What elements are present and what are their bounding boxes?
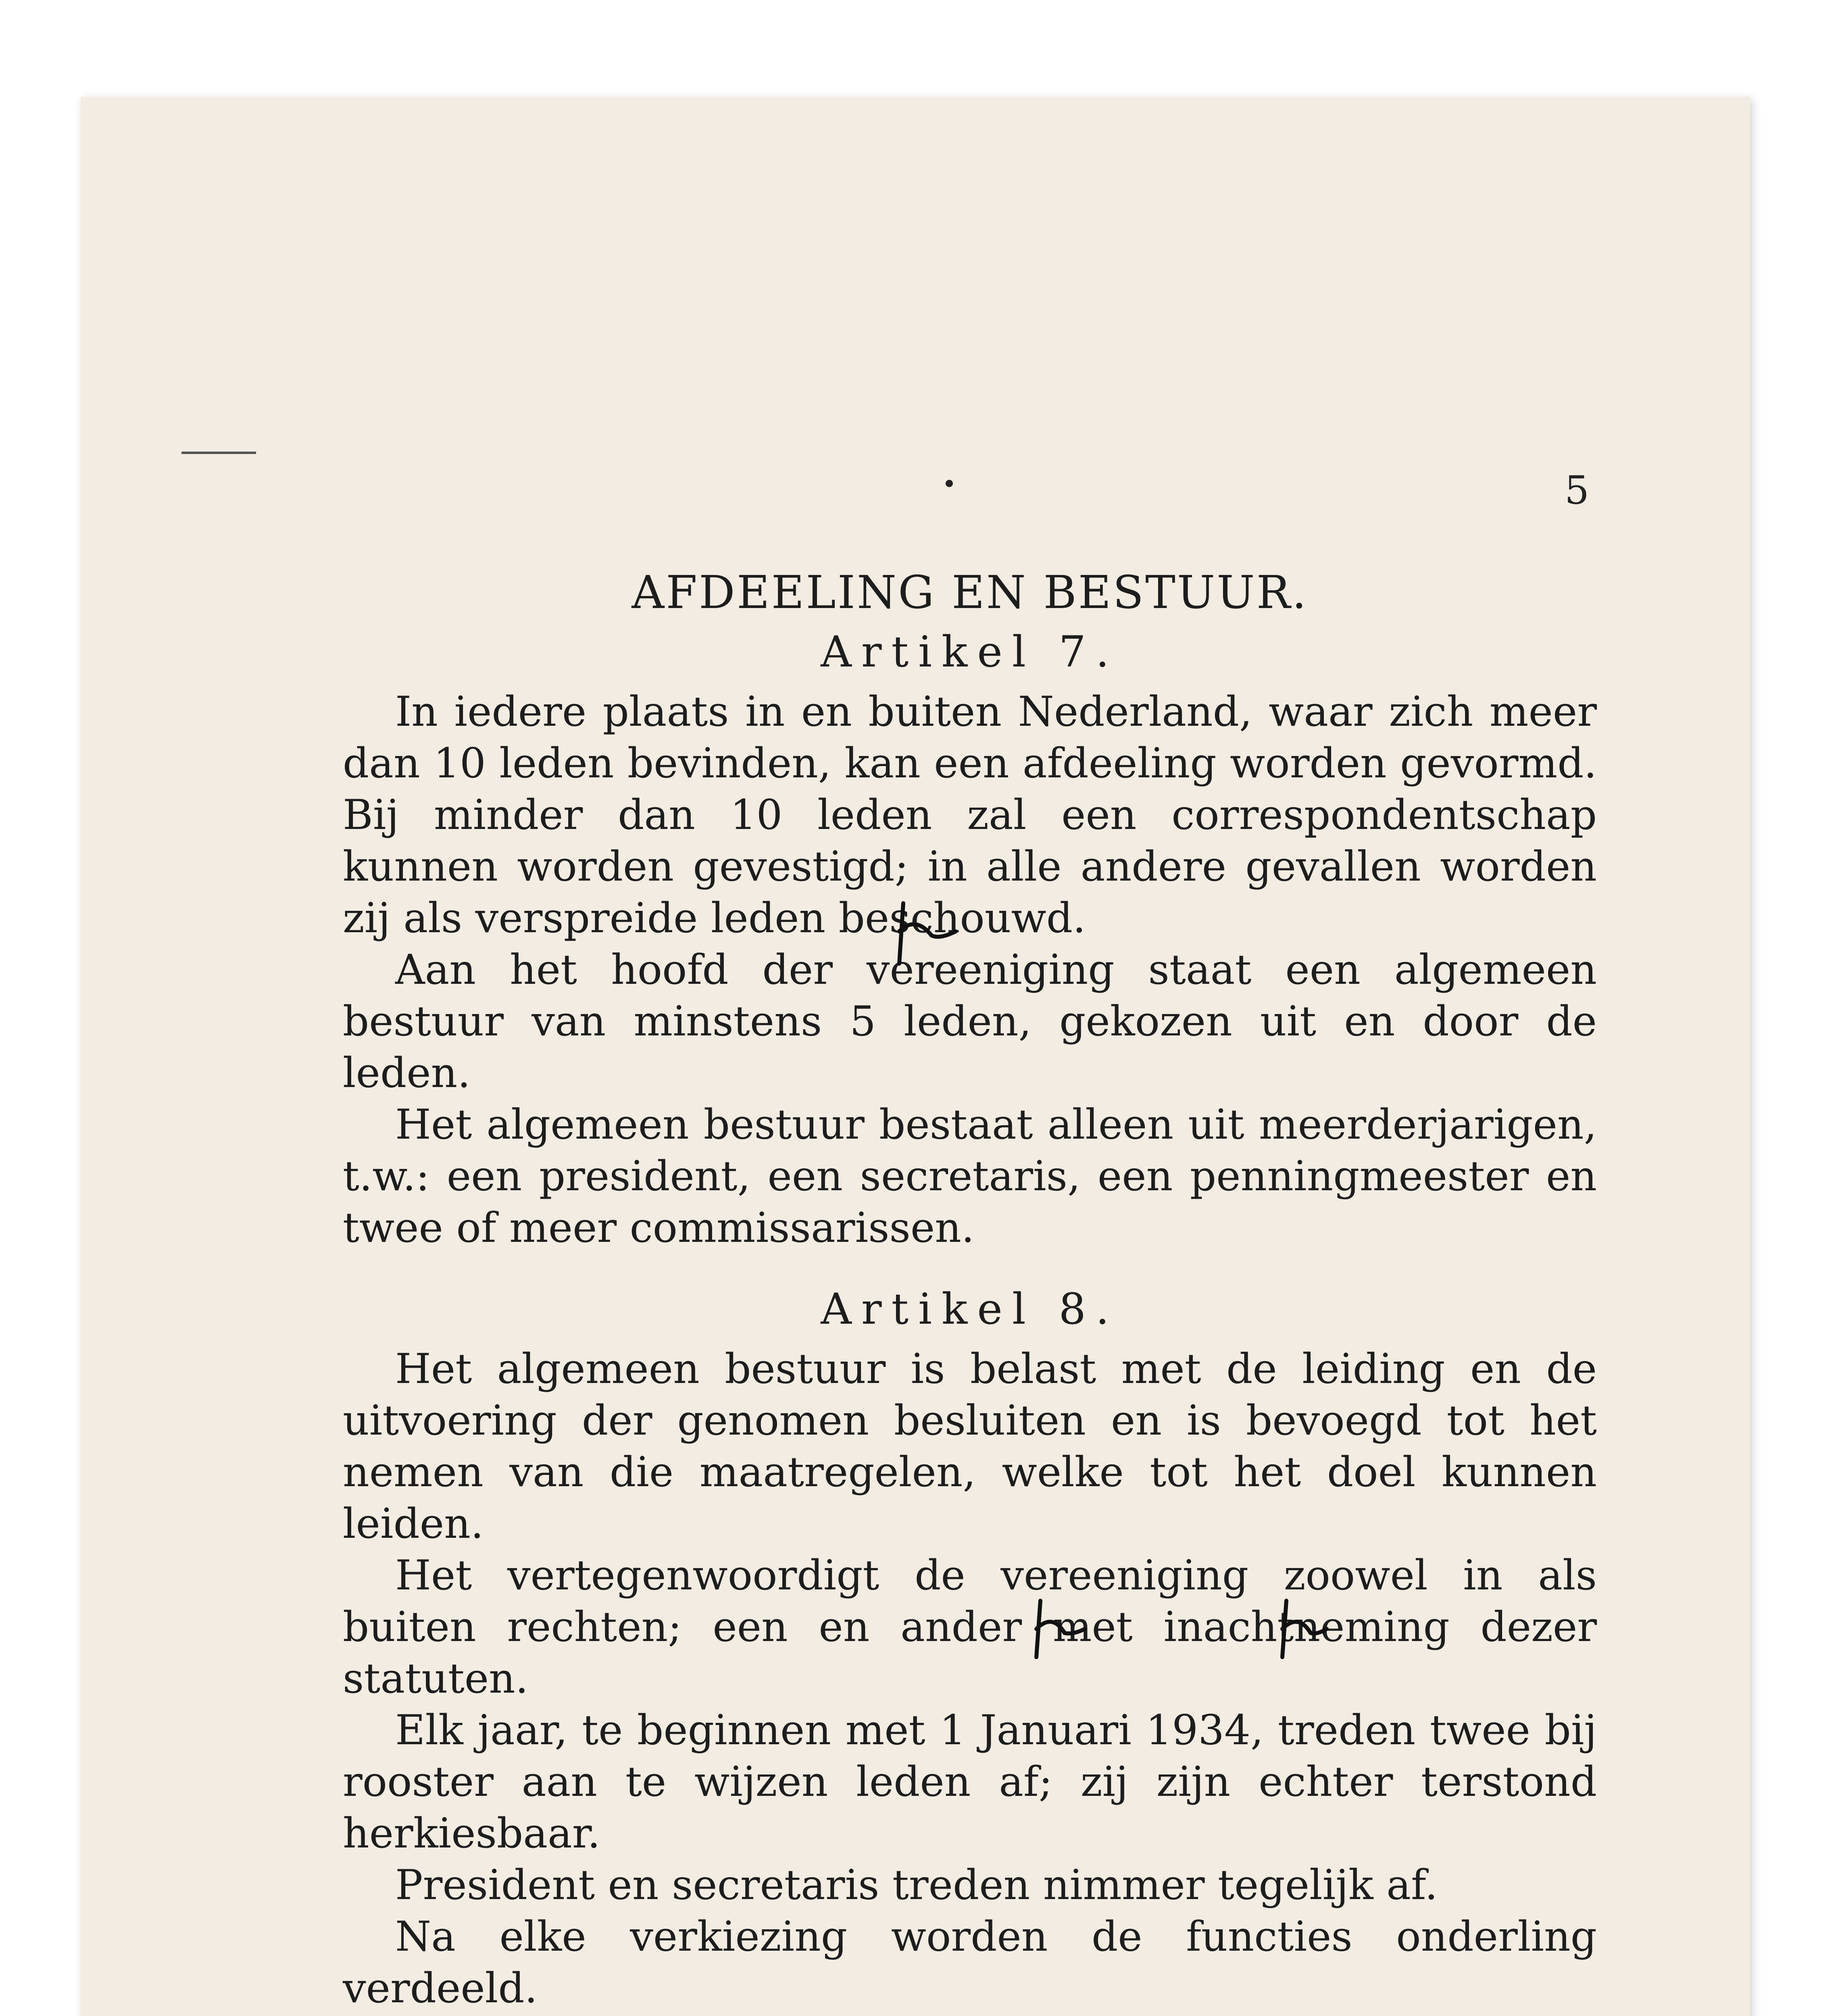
article-7-paragraph-1: In iedere plaats in en buiten Nederland, waar zich meer dan 10 leden bevinden, kan een afdeeling worden gevormd. Bij minder dan 10 leden zal een correspondentschap kunnen worden gevestigd; in alle andere gevallen worden zij als verspreide leden beschouwd. bbox=[343, 688, 1597, 942]
page-number: 5 bbox=[1565, 468, 1590, 513]
article-8-paragraph-1: Het algemeen bestuur is belast met de leiding en de uitvoering der genomen besluiten en is bevoegd tot het nemen van die maatregelen, welke tot het doel kunnen leiden. bbox=[343, 1345, 1597, 1548]
fold-mark bbox=[181, 452, 256, 454]
article-7-paragraph-3: Het algemeen bestuur bestaat alleen uit meerderjarigen, t.w.: een president, een secretaris, een penningmeester en twee of meer commissarissen. bbox=[343, 1101, 1597, 1252]
article-8-title: Artikel 8. bbox=[821, 1284, 1119, 1334]
document-page bbox=[81, 97, 1750, 2016]
article-8-paragraph-3: Elk jaar, te beginnen met 1 Januari 1934, treden twee bij rooster aan te wijzen leden af; zij zijn echter terstond herkiesbaar. bbox=[343, 1706, 1597, 1858]
article-7-paragraph-2: Aan het hoofd der vereeniging staat een algemeen bestuur van minstens 5 leden, gekozen uit en door de leden. bbox=[343, 946, 1597, 1097]
article-8-paragraph-4: President en secretaris treden nimmer tegelijk af. bbox=[395, 1861, 1438, 1909]
section-heading-afdeeling: AFDEELING EN BESTUUR. bbox=[631, 566, 1308, 619]
article-7-title: Artikel 7. bbox=[821, 627, 1119, 677]
ink-dot bbox=[946, 480, 953, 487]
article-8-paragraph-5: Na elke verkiezing worden de functies onderling verdeeld. bbox=[343, 1913, 1597, 2012]
article-8-paragraph-2: Het vertegenwoordigt de vereeniging zoowel in als buiten rechten; een en ander met inachtneming dezer statuten. bbox=[343, 1552, 1597, 1703]
document-body bbox=[343, 564, 1597, 2016]
